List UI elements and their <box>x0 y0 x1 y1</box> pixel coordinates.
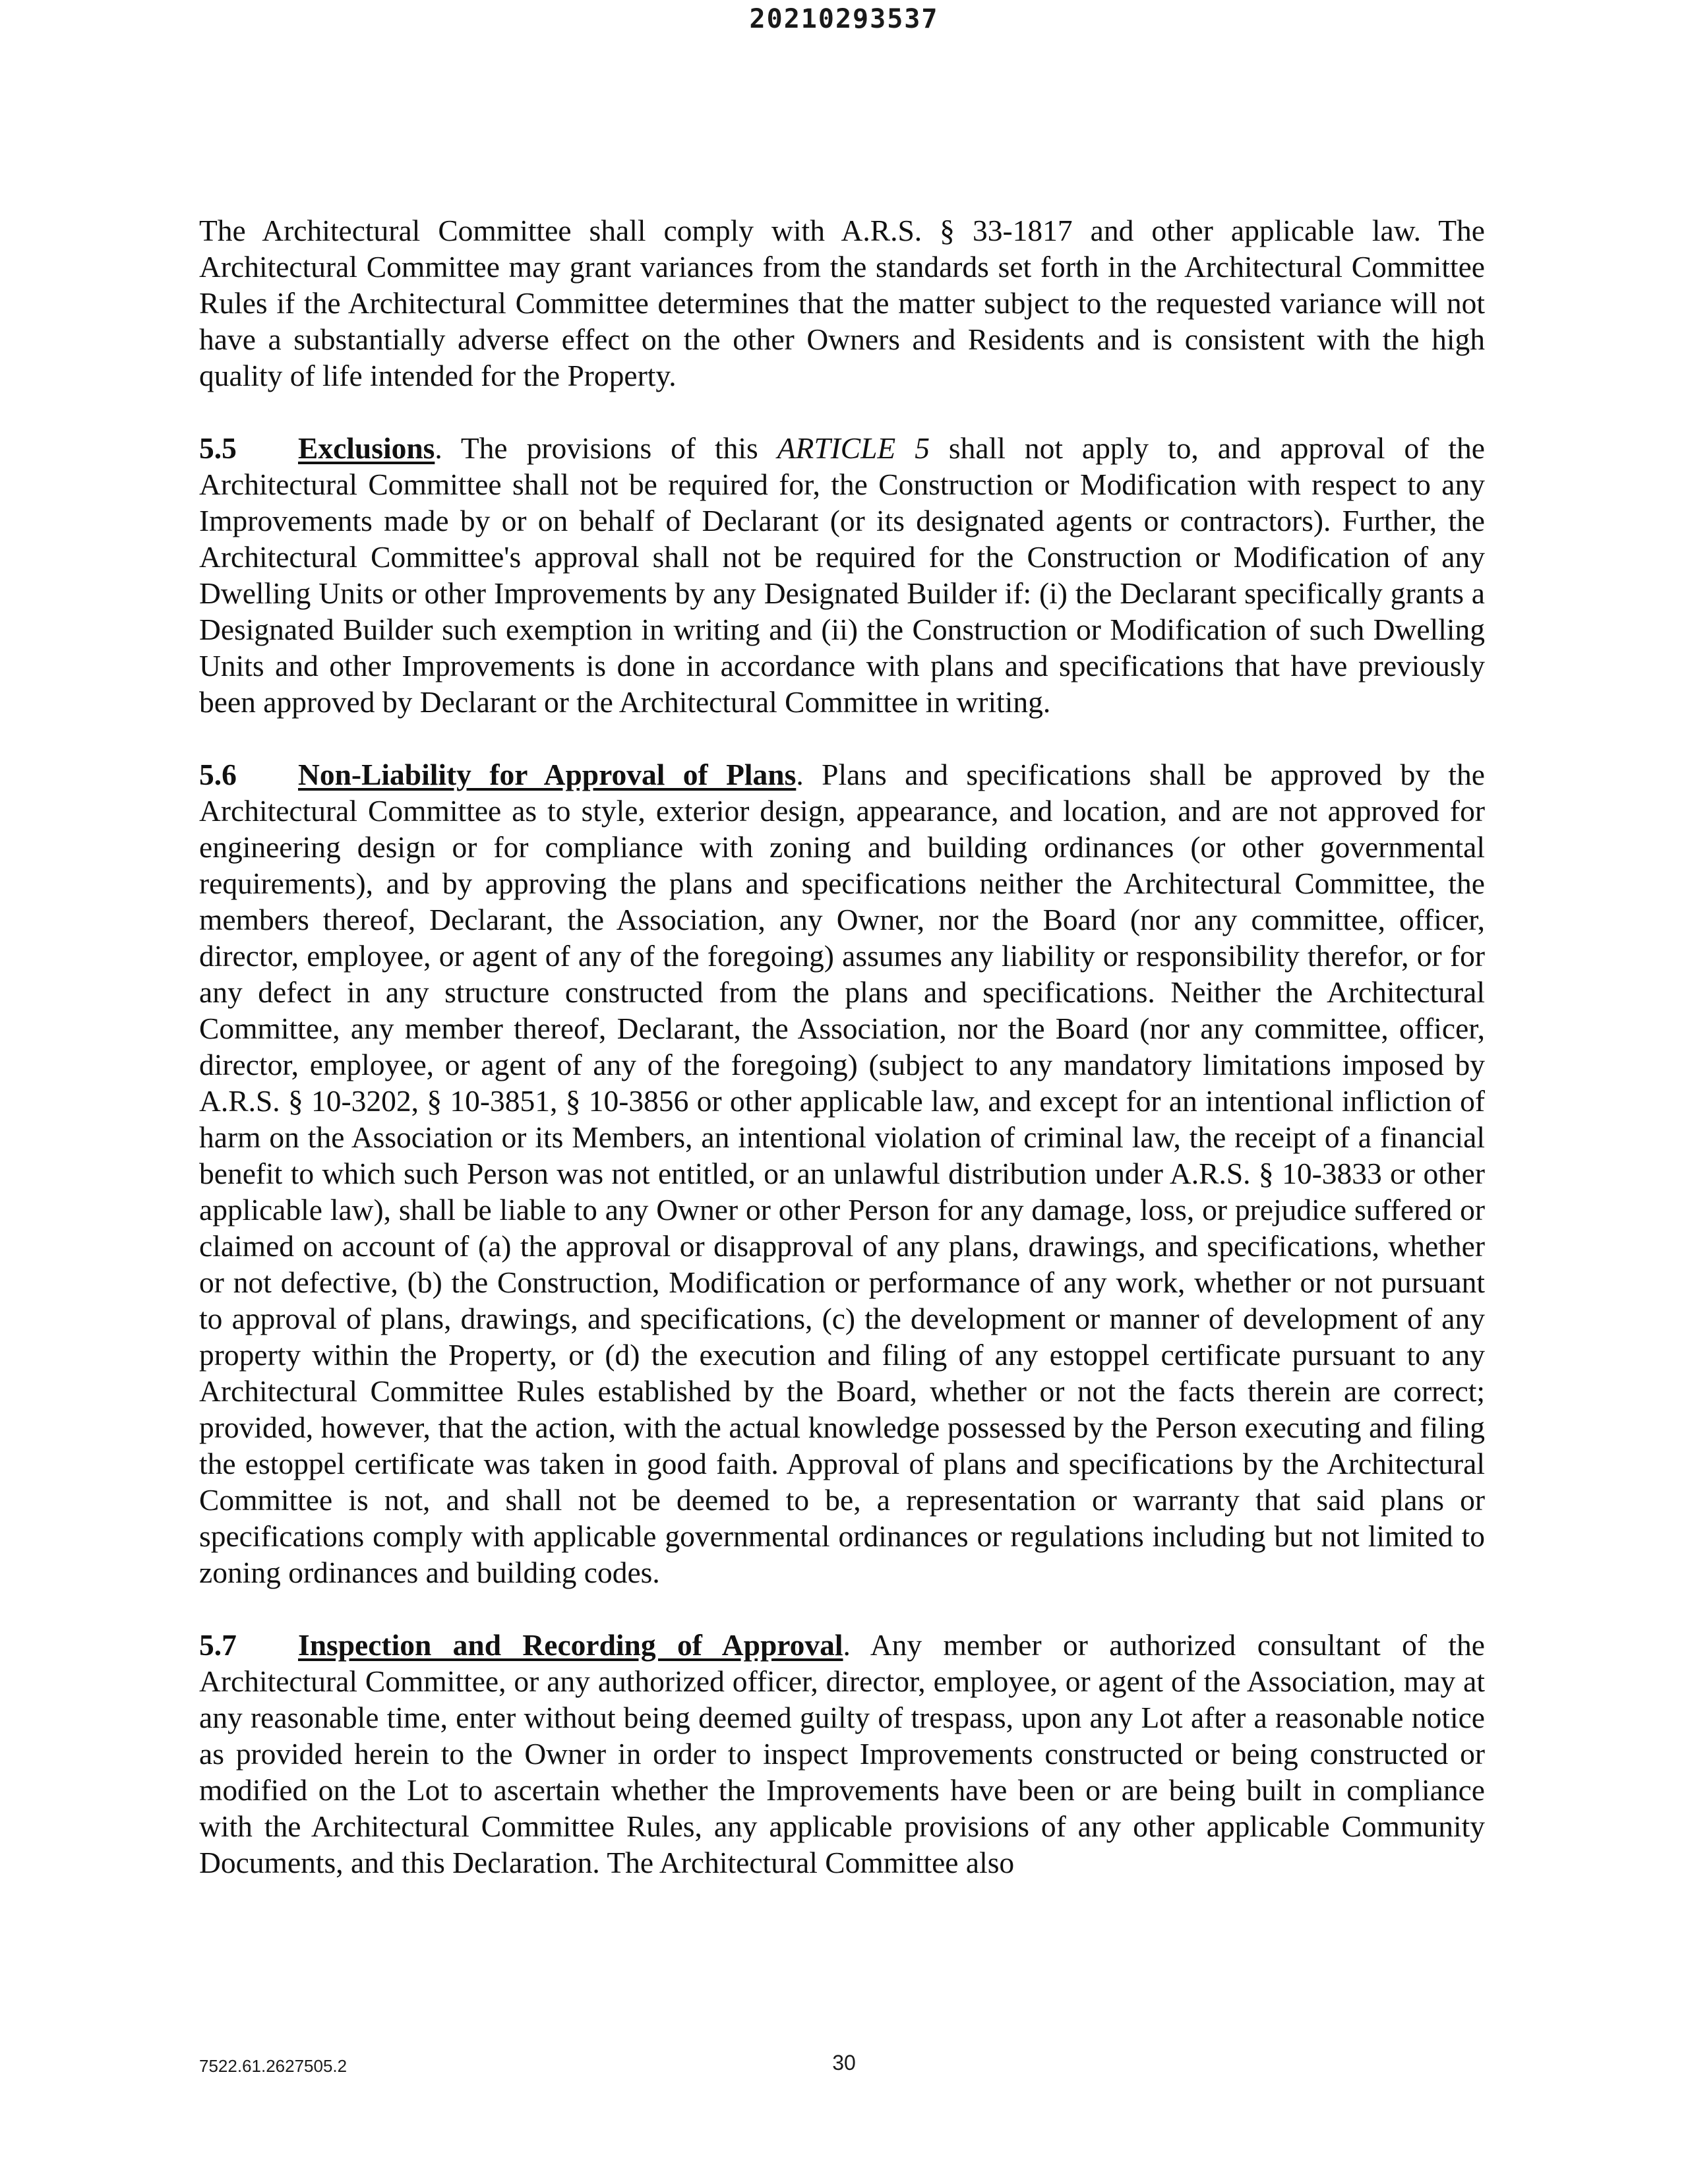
section-number: 5.7 <box>199 1628 237 1662</box>
section-text: Plans and specifications shall be approved by the Architectural Committee as to style, exterior design, appearance, and location, and are not approved for engineering design or for compliance with zoning and building ordinances (or other governmental requirements), and by approving the plans and specifications neither the Architectural Committee, the members thereof, Declarant, the Association, any Owner, nor the Board (nor any committee, officer, director, employee, or agent of any of the foregoing) assumes any liability or responsibility therefor, or for any defect in any structure constructed from the plans and specifications. Neither the Architectural Committee, any member thereof, Declarant, the Association, nor the Board (nor any committee, officer, director, employee, or agent of any of the foregoing) (subject to any mandatory limitations imposed by A.R.S. § 10-3202, § 10-3851, § 10-3856 or other applicable law, and except for an intentional infliction of harm on the Association or its Members, an intentional violation of criminal law, the receipt of a financial benefit to which such Person was not entitled, or an unlawful distribution under A.R.S. § 10-3833 or other applicable law), shall be liable to any Owner or other Person for any damage, loss, or prejudice suffered or claimed on account of (a) the approval or disapproval of any plans, drawings, and specifications, whether or not defective, (b) the Construction, Modification or performance of any work, whether or not pursuant to approval of plans, drawings, and specifications, (c) the development or manner of development of any property within the Property, or (d) the execution and filing of any estoppel certificate pursuant to any Architectural Committee Rules established by the Board, whether or not the facts therein are correct; provided, however, that the action, with the actual knowledge possessed by the Person executing and filing the estoppel certificate was taken in good faith. Approval of plans and specifications by the Architectural Committee is not, and shall not be deemed to be, a representation or warranty that said plans or specifications comply with applicable governmental ordinances or regulations including but not limited to zoning ordinances and building codes. <box>199 758 1485 1589</box>
section-5-6 <box>199 756 1485 1591</box>
section-5-7 <box>199 1627 1485 1881</box>
section-number: 5.5 <box>199 431 237 465</box>
section-title: Inspection and Recording of Approval <box>298 1628 843 1662</box>
section-text: shall not apply to, and approval of the Architectural Committee shall not be required for, the Construction or Modification with respect to any Improvements made by or on behalf of Declarant (or its designated agents or contractors). Further, the Architectural Committee's approval shall not be required for the Construction or Modification of any Dwelling Units or other Improvements by any Designated Builder if: (i) the Declarant specifically grants a Designated Builder such exemption in writing and (ii) the Construction or Modification of such Dwelling Units and other Improvements is done in accordance with plans and specifications that have previously been approved by Declarant or the Architectural Committee in writing. <box>199 431 1485 719</box>
recording-number: 20210293537 <box>749 4 939 34</box>
section-title: Non-Liability for Approval of Plans <box>298 758 797 791</box>
article-reference: ARTICLE 5 <box>777 431 930 465</box>
section-title-punct: . <box>435 431 442 465</box>
section-number: 5.6 <box>199 758 237 791</box>
section-5-5 <box>199 430 1485 720</box>
section-title-punct: . <box>796 758 804 791</box>
page-number: 30 <box>832 2051 856 2075</box>
footer-document-id: 7522.61.2627505.2 <box>199 2056 347 2076</box>
section-title-punct: . <box>843 1628 851 1662</box>
document-body <box>199 212 1485 1917</box>
section-text: Any member or authorized consultant of the Architectural Committee, or any authorized officer, director, employee, or agent of the Association, may at any reasonable time, enter without being deemed guilty of trespass, upon any Lot after a reasonable notice as provided herein to the Owner in order to inspect Improvements constructed or being constructed or modified on the Lot to ascertain whether the Improvements have been or are being built in compliance with the Architectural Committee Rules, any applicable provisions of any other applicable Community Documents, and this Declaration. The Architectural Committee also <box>199 1628 1485 1879</box>
section-text-lead: The provisions of this <box>442 431 777 465</box>
intro-paragraph: The Architectural Committee shall comply with A.R.S. § 33-1817 and other applicable law. The Architectural Committee may grant variances from the standards set forth in the Architectural Committee Rules if the Architectural Committee determines that the matter subject to the requested variance will not have a substantially adverse effect on the other Owners and Residents and is consistent with the high quality of life intended for the Property. <box>199 214 1485 392</box>
section-title: Exclusions <box>298 431 435 465</box>
